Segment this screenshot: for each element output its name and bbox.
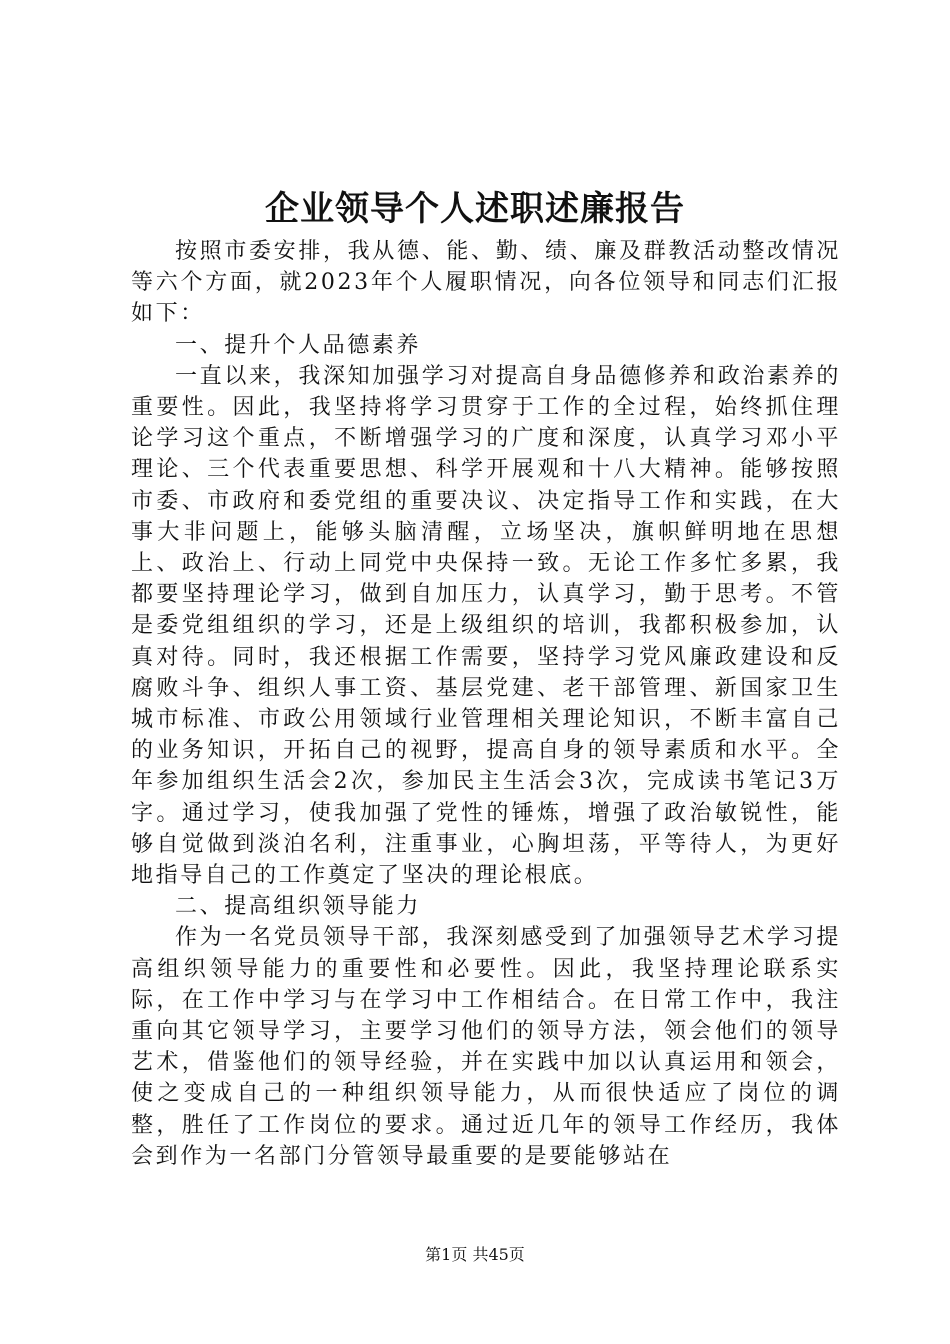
section-heading-2: 二、提高组织领导能力 bbox=[175, 894, 422, 920]
page-footer: 第1页 共45页 bbox=[425, 1245, 525, 1264]
section-1-paragraph: 一直以来，我深知加强学习对提高自身品德修养和政治素养的重要性。因此，我坚持将学习贯穿于工作的全过程，始终抓住理论学习这个重点，不断增强学习的广度和深度，认真学习邓小平理论、三个代表重要思想、科学开展观和十八大精神。能够按照市委、市政府和委党组的重要决议、决定指导工作和实践，在大事大非问题上，能够头脑清醒，立场坚决，旗帜鲜明地在思想上、政治上、行动上同党中央保持一致。无论工作多忙多累，我都要坚持理论学习，做到自加压力，认真学习，勤于思考。不管是委党组组织的学习，还是上级组织的培训，我都积极参加，认真对待。同时，我还根据工作需要，坚持学习党风廉政建设和反腐败斗争、组织人事工资、基层党建、老干部管理、新国家卫生城市标准、市政公用领域行业管理相关理论知识，不断丰富自己的业务知识，开拓自己的视野，提高自身的领导素质和水平。全年参加组织生活会2次，参加民主生活会3次，完成读书笔记3万字。通过学习，使我加强了党性的锤炼，增强了政治敏锐性，能够自觉做到淡泊名利，注重事业，心胸坦荡，平等待人，为更好地指导自己的工作奠定了坚决的理论根底。 bbox=[131, 363, 841, 889]
section-heading-1: 一、提升个人品德素养 bbox=[175, 332, 422, 358]
section-2-paragraph: 作为一名党员领导干部，我深刻感受到了加强领导艺术学习提高组织领导能力的重要性和必要性。因此，我坚持理论联系实际，在工作中学习与在学习中工作相结合。在日常工作中，我注重向其它领导学习，主要学习他们的领导方法，领会他们的领导艺术，借鉴他们的领导经验，并在实践中加以认真运用和领会，使之变成自己的一种组织领导能力，从而很快适应了岗位的调整，胜任了工作岗位的要求。通过近几年的领导工作经历，我体会到作为一名部门分管领导最重要的是要能够站在 bbox=[131, 925, 841, 1169]
document-title: 企业领导个人述职述廉报告 bbox=[265, 189, 685, 229]
intro-paragraph: 按照市委安排，我从德、能、勤、绩、廉及群教活动整改情况等六个方面，就2023年个人履职情况，向各位领导和同志们汇报如下： bbox=[131, 239, 841, 327]
document-body bbox=[131, 236, 841, 1172]
